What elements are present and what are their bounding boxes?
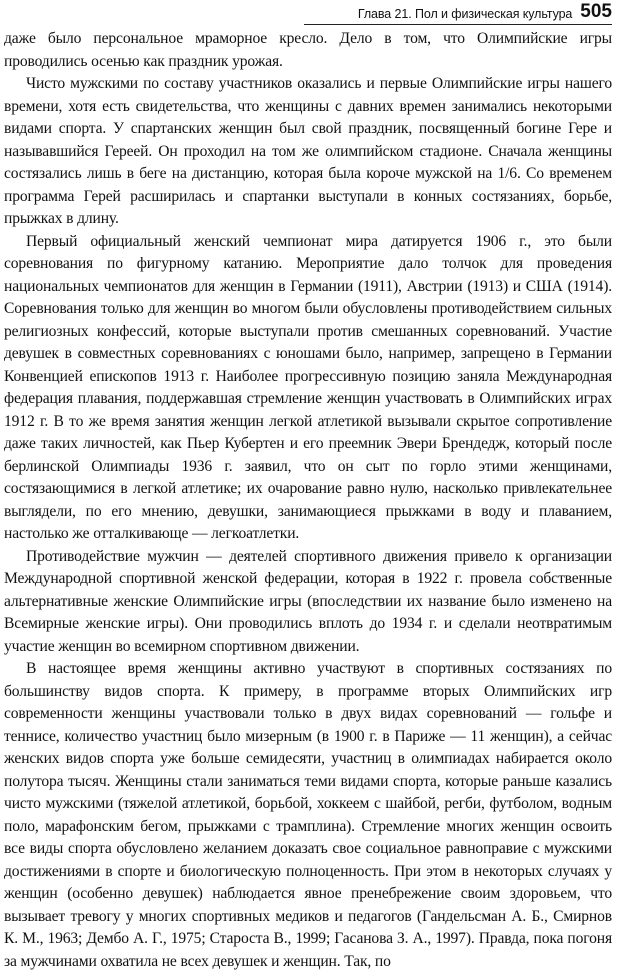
body-text [4, 28, 612, 973]
paragraph: Чисто мужскими по составу участников оказались и первые Олимпийские игры нашего времени, хотя есть свидетельства, что женщины с давних времен занимались некоторыми видами спорта. У спартанских женщин был свой праздник, посвященный богине Гере и называвшийся Гереей. Он проходил на том же олимпийском стадионе. Сначала женщины состязались лишь в беге на дистанцию, которая была короче мужской на 1/6. Со временем программа Герей расширилась и спартанки выступали в конных состязаниях, борьбе, прыжках в длину. [4, 75, 612, 227]
paragraph: Противодействие мужчин — деятелей спортивного движения привело к организации Международной спортивной женской федерации, которая в 1922 г. провела собственные альтернативные женские Олимпийские игры (впоследствии их название было изменено на Всемирные женские игры). Они проводились вплоть до 1934 г. и сделали неотвратимым участие женщин во всемирном спортивном движении. [4, 547, 612, 655]
running-header [304, 0, 612, 25]
chapter-title: Глава 21. Пол и физическая культура [357, 7, 573, 21]
paragraph: В настоящее время женщины активно участвуют в спортивных состязаниях по большинству видов спорта. К примеру, в программе вторых Олимпийских игр современности женщины участвовали только в двух видах соревнований — гольфе и теннисе, количество участниц было мизерным (в 1900 г. в Париже — 11 женщин), а сейчас женских видов спорта уже больше семидесяти, участниц в олимпиадах набирается около полутора тысяч. Женщины стали заниматься теми видами спорта, которые раньше казались чисто мужскими (тяжелой атлетикой, борьбой, хоккеем с шайбой, регби, футболом, водным поло, марафонским бегом, прыжками с трамплина). Стремление многих женщин освоить все виды спорта обусловлено желанием доказать свое социальное равноправие с мужскими достижениями в спорте и биологическую полноценность. При этом в некоторых случаях у женщин (особенно девушек) наблюдается явное пренебрежение своим здоровьем, что вызывает тревогу у многих спортивных медиков и педагогов (Гандельсман А. Б., Смирнов К. М., 1963; Дембо А. Г., 1975; Староста В., 1999; Гасанова З. А., 1997). Правда, пока погоня за мужчинами охватила не всех девушек и женщин. Так, по [4, 660, 612, 970]
page-number: 505 [580, 1, 612, 22]
paragraph-continuation: даже было персональное мраморное кресло. Дело в том, что Олимпийские игры проводились осенью как праздник урожая. [4, 30, 612, 70]
paragraph: Первый официальный женский чемпионат мира датируется 1906 г., это были соревнования по фигурному катанию. Мероприятие дало толчок для проведения национальных чемпионатов для женщин в Германии (1911), Австрии (1913) и США (1914). Соревнования только для женщин во многом были обусловлены противодействием сильных религиозных конфессий, которые выступали против смешанных соревнований. Участие девушек в совместных соревнованиях с юношами было, например, запрещено в Германии Конвенцией епископов 1913 г. Наиболее прогрессивную позицию заняла Международная федерация плавания, поддержавшая стремление женщин участвовать в Олимпийских играх 1912 г. В то же время занятия женщин легкой атлетикой вызывали скрытое сопротивление даже таких личностей, как Пьер Кубертен и его преемник Эвери Брендедж, который после берлинской Олимпиады 1936 г. заявил, что он сыт по горло этими женщинами, состязающимися в легкой атлетике; их очарование равно нулю, насколько привлекательнее выглядели, по его мнению, девушки, занимающиеся прыжками в воду и плаванием, настолько же отталкивающе — легкоатлетки. [4, 232, 612, 542]
